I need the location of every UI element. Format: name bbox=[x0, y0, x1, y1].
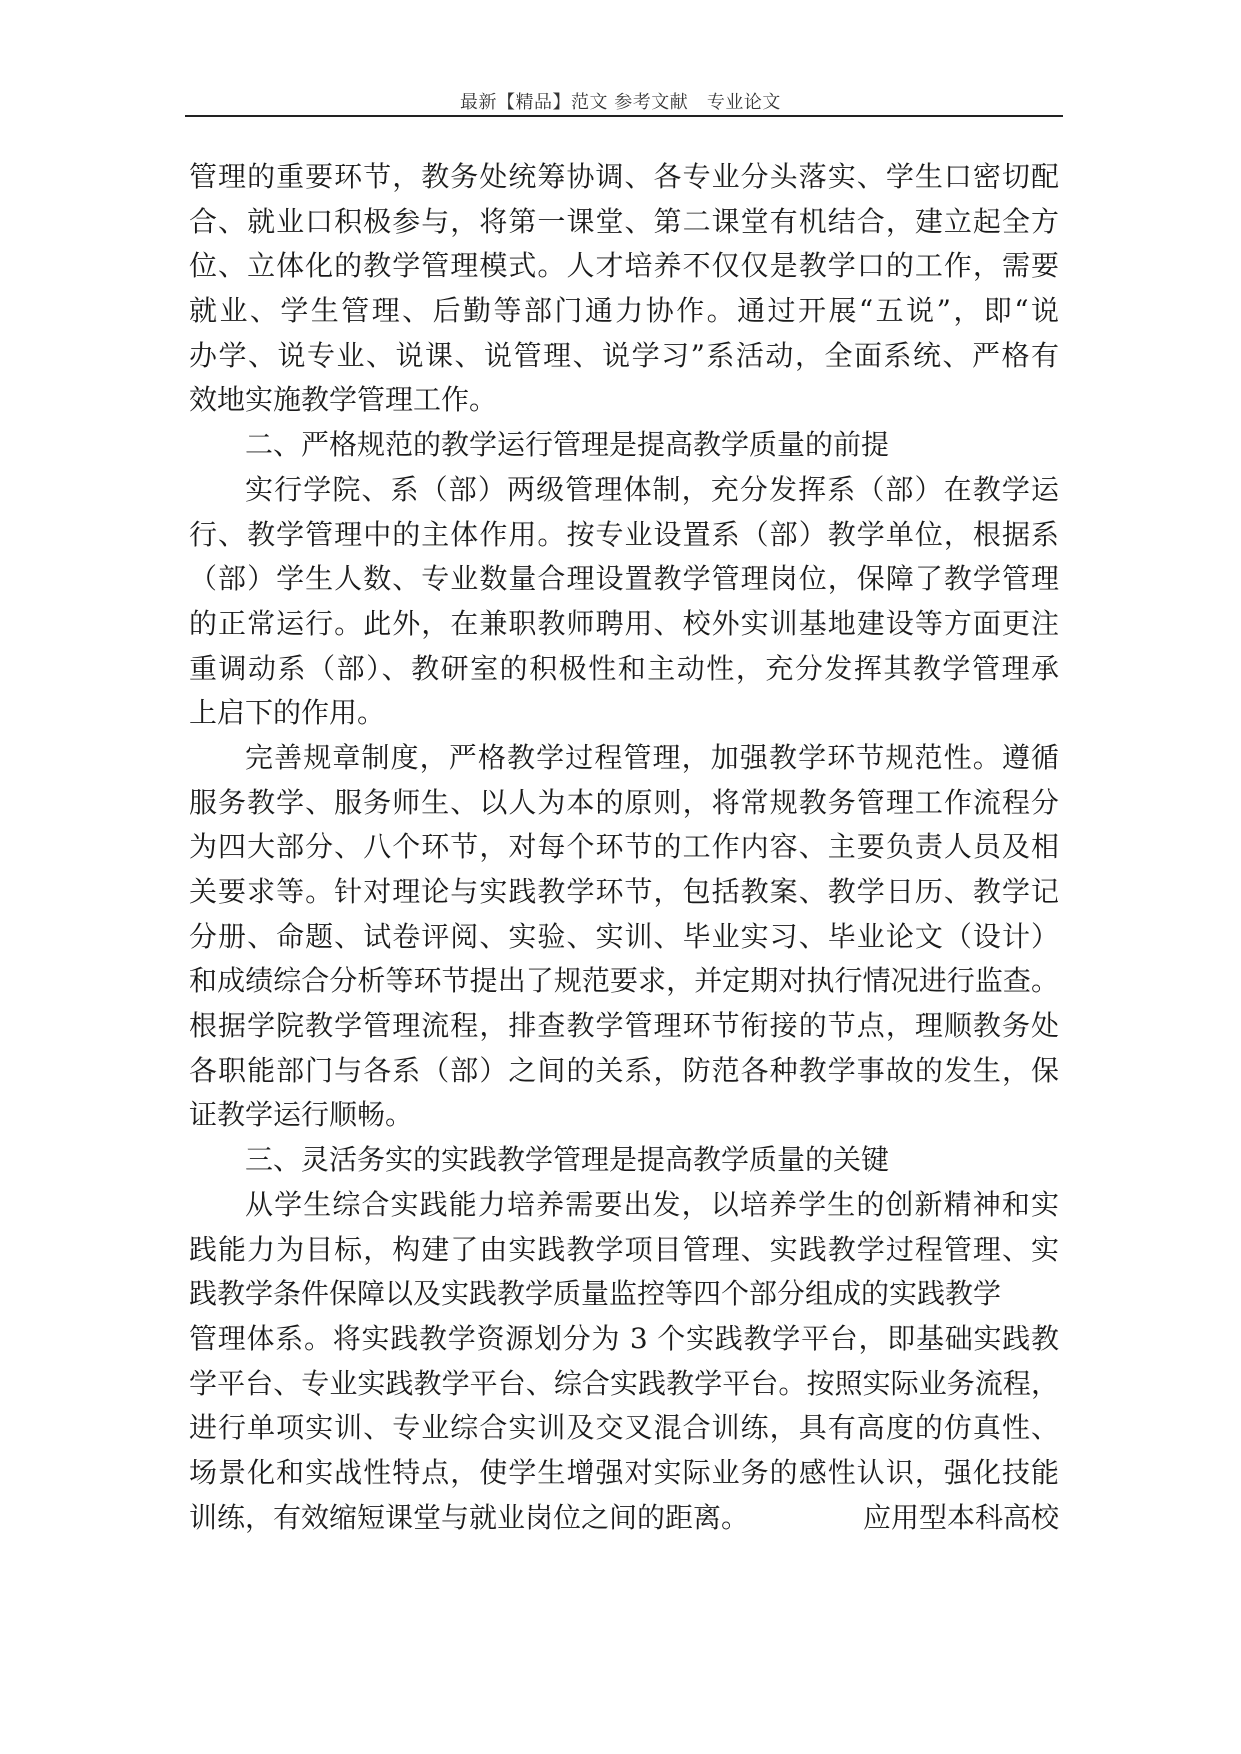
text-line: 就业、学生管理、后勤等部门通力协作。通过开展“五说”，即“说 bbox=[189, 294, 1059, 328]
text-line: 关要求等。针对理论与实践教学环节，包括教案、教学日历、教学记 bbox=[189, 875, 1059, 908]
text-line: 管理体系。将实践教学资源划分为 3 个实践教学平台，即基础实践教 bbox=[189, 1321, 1059, 1355]
text-line: 实行学院、系（部）两级管理体制，充分发挥系（部）在教学运 bbox=[245, 472, 1059, 506]
document-body bbox=[189, 155, 1059, 1540]
text-line: 的正常运行。此外，在兼职教师聘用、校外实训基地建设等方面更注 bbox=[189, 606, 1059, 640]
text-line: 为四大部分、八个环节，对每个环节的工作内容、主要负责人员及相 bbox=[189, 830, 1059, 864]
page-header: 最新【精品】范文 参考文献 专业论文 bbox=[460, 92, 781, 113]
text-line: 践能力为目标，构建了由实践教学项目管理、实践教学过程管理、实 bbox=[189, 1232, 1059, 1266]
text-line: 完善规章制度，严格教学过程管理，加强教学环节规范性。遵循 bbox=[245, 740, 1059, 774]
text-line-final bbox=[189, 1496, 1059, 1541]
text-line: 上启下的作用。 bbox=[189, 696, 386, 730]
final-line-right: 应用型本科高校 bbox=[862, 1500, 1059, 1534]
text-line: 效地实施教学管理工作。 bbox=[189, 383, 498, 417]
text-line: 位、立体化的教学管理模式。人才培养不仅仅是教学口的工作，需要 bbox=[189, 249, 1059, 283]
text-line: 场景化和实战性特点，使学生增强对实际业务的感性认识，强化技能 bbox=[189, 1455, 1059, 1489]
text-line: 重调动系（部）、教研室的积极性和主动性，充分发挥其教学管理承 bbox=[189, 651, 1059, 685]
text-line: 和成绩综合分析等环节提出了规范要求，并定期对执行情况进行监查。 bbox=[189, 964, 1059, 998]
section-heading: 三、灵活务实的实践教学管理是提高教学质量的关键 bbox=[245, 1143, 890, 1177]
text-line: 根据学院教学管理流程，排查教学管理环节衔接的节点，理顺教务处 bbox=[189, 1009, 1059, 1043]
text-line: 进行单项实训、专业综合实训及交叉混合训练，具有高度的仿真性、 bbox=[189, 1411, 1059, 1445]
text-line: 服务教学、服务师生、以人为本的原则，将常规教务管理工作流程分 bbox=[189, 785, 1059, 819]
text-line: 学平台、专业实践教学平台、综合实践教学平台。按照实际业务流程， bbox=[189, 1366, 1059, 1400]
text-line: 办学、说专业、说课、说管理、说学习”系活动，全面系统、严格有 bbox=[189, 338, 1059, 372]
text-line: （部）学生人数、专业数量合理设置教学管理岗位，保障了教学管理 bbox=[189, 562, 1059, 596]
text-line: 从学生综合实践能力培养需要出发，以培养学生的创新精神和实 bbox=[245, 1187, 1059, 1221]
text-line: 管理的重要环节，教务处统筹协调、各专业分头落实、学生口密切配 bbox=[189, 160, 1059, 193]
text-line: 分册、命题、试卷评阅、实验、实训、毕业实习、毕业论文（设计） bbox=[189, 919, 1059, 953]
section-heading: 二、严格规范的教学运行管理是提高教学质量的前提 bbox=[245, 428, 890, 462]
final-line-left: 训练，有效缩短课堂与就业岗位之间的距离。 bbox=[189, 1500, 750, 1534]
text-line: 践教学条件保障以及实践教学质量监控等四个部分组成的实践教学 bbox=[189, 1277, 1002, 1311]
header-divider bbox=[185, 115, 1063, 117]
text-line: 各职能部门与各系（部）之间的关系，防范各种教学事故的发生，保 bbox=[189, 1053, 1059, 1087]
text-line: 合、就业口积极参与，将第一课堂、第二课堂有机结合，建立起全方 bbox=[189, 204, 1059, 238]
text-line: 证教学运行顺畅。 bbox=[189, 1098, 414, 1132]
text-line: 行、教学管理中的主体作用。按专业设置系（部）教学单位，根据系 bbox=[189, 517, 1059, 551]
